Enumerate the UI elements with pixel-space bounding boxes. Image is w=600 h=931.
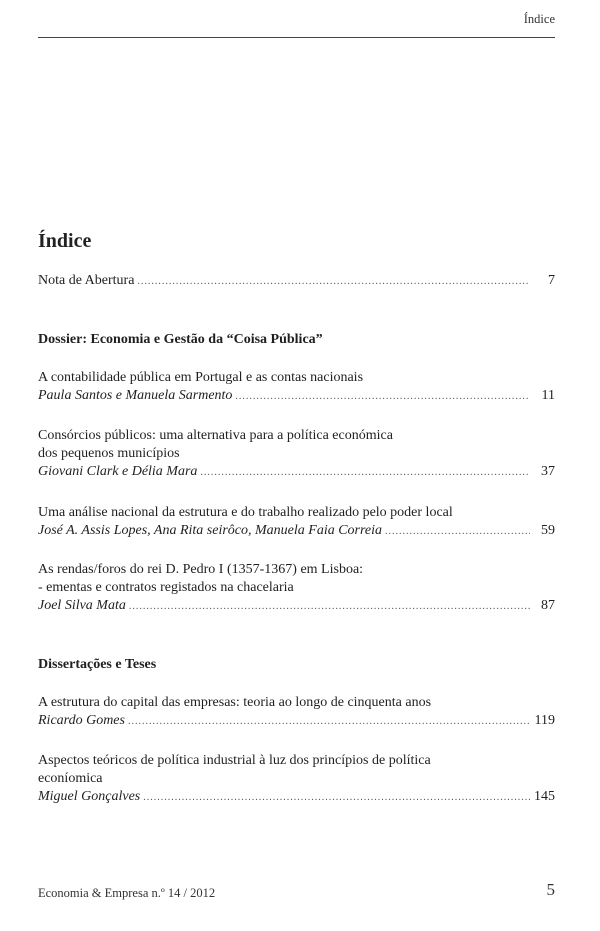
toc-entry-page: 11 [541,388,555,403]
toc-entry-authors: José A. Assis Lopes, Ana Rita seirôco, Manuela Faia Correia [38,523,383,538]
dot-leader [129,598,530,616]
toc-entry-title: A contabilidade pública em Portugal e as contas nacionais [38,370,364,385]
dot-leader [143,789,530,807]
table-of-contents [38,272,555,807]
toc-entry[interactable] [38,561,555,616]
header-rule [38,37,555,38]
toc-entry-title: As rendas/foros do rei D. Pedro I (1357-1367) em Lisboa: [38,562,364,577]
toc-entry-authors: Miguel Gonçalves [38,789,141,804]
footer-page-number: 5 [546,880,555,899]
toc-entry-title: Nota de Abertura [38,273,135,288]
toc-entry-title: Consórcios públicos: uma alternativa para a política económica [38,428,393,443]
toc-entry-page: 7 [548,273,555,288]
toc-entry[interactable] [38,504,555,541]
toc-entry-title-continued: dos pequenos municípios [38,446,180,461]
toc-entry-page: 37 [541,464,555,479]
toc-entry-authors: Giovani Clark e Délia Mara [38,464,198,479]
dot-leader [200,464,530,482]
toc-entry-title: A estrutura do capital das empresas: teoria ao longo de cinquenta anos [38,695,432,710]
toc-entry-authors: Paula Santos e Manuela Sarmento [38,388,233,403]
toc-entry[interactable] [38,369,555,406]
section-heading-dissertations: Dissertações e Teses [38,657,157,672]
running-head: Índice [523,12,555,26]
toc-entry-page: 87 [541,598,555,613]
toc-entry[interactable] [38,427,555,482]
toc-entry-page: 59 [541,523,555,538]
toc-entry-opening[interactable] [38,272,555,291]
toc-entry-authors: Joel Silva Mata [38,598,126,613]
section-heading-dossier: Dossier: Economia e Gestão da “Coisa Pública” [38,332,323,347]
page-title: Índice [38,230,92,252]
toc-entry[interactable] [38,694,555,731]
toc-entry-page: 145 [534,789,555,804]
dot-leader [235,388,530,406]
dot-leader [385,523,530,541]
toc-entry-title: Uma análise nacional da estrutura e do trabalho realizado pelo poder local [38,505,453,520]
toc-entry-authors: Ricardo Gomes [38,713,125,728]
toc-entry-page: 119 [534,713,555,728]
dot-leader [128,713,530,731]
toc-entry-title: Aspectos teóricos de política industrial à luz dos princípios de política [38,753,431,768]
toc-entry[interactable] [38,752,555,807]
footer-journal: Economia & Empresa n.º 14 / 2012 [38,886,216,900]
toc-entry-title-continued: econíomica [38,771,103,786]
dot-leader [137,273,530,291]
toc-entry-title-continued: - ementas e contratos registados na chacelaria [38,580,294,595]
